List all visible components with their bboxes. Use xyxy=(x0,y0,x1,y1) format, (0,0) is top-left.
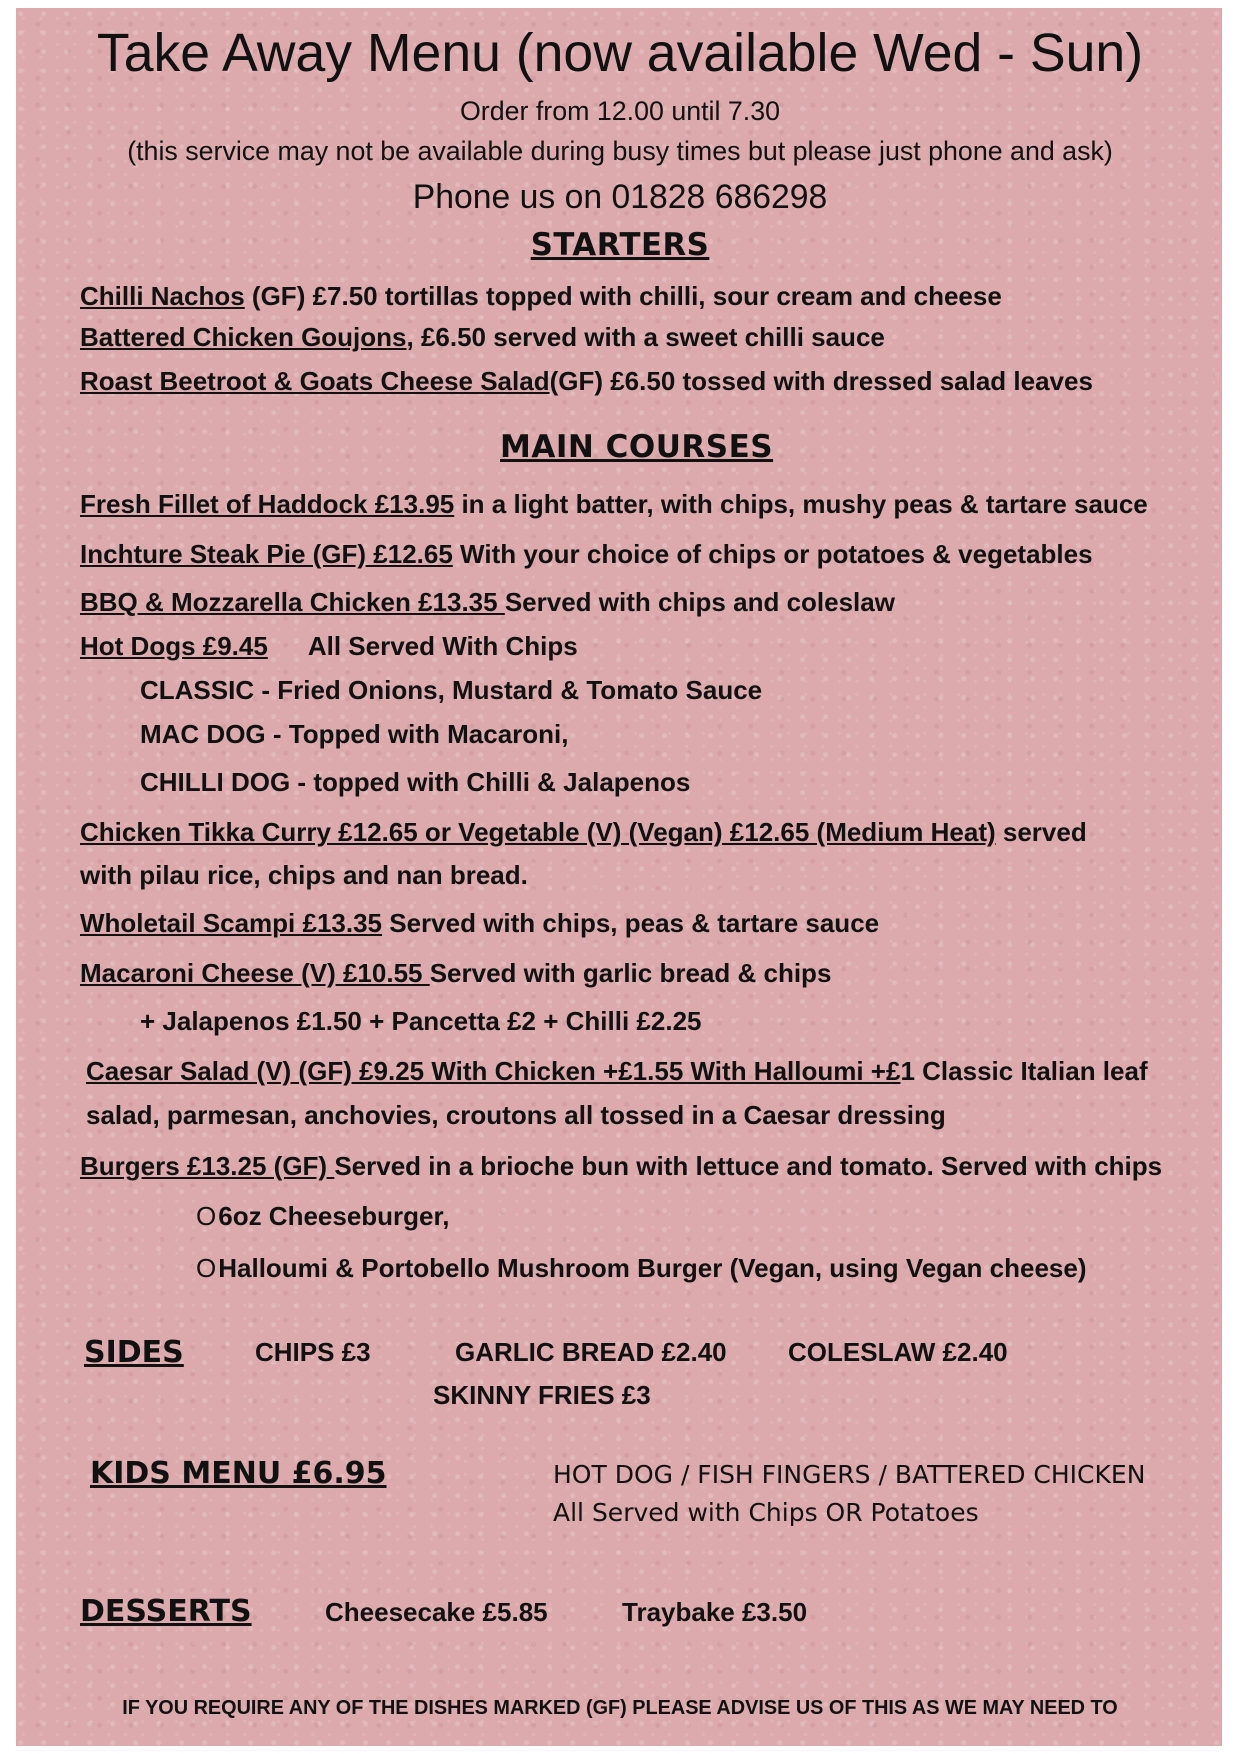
starter-details: , £6.50 served with a sweet chilli sauce xyxy=(406,322,885,352)
burger-option xyxy=(196,1201,449,1232)
main-item-description: 1 Classic Italian leaf xyxy=(900,1056,1148,1086)
main-item-description: All Served With Chips xyxy=(307,631,578,661)
main-item-name: Caesar Salad (V) (GF) £9.25 With Chicken +£1.55 With Halloumi +£ xyxy=(86,1056,901,1086)
side-item: SKINNY FRIES £3 xyxy=(433,1380,651,1410)
main-item-name: Wholetail Scampi £13.35 xyxy=(80,908,383,938)
hot-dog-option: MAC DOG - Topped with Macaroni, xyxy=(140,719,569,749)
burger-option xyxy=(196,1253,1087,1284)
main-item-name: Hot Dogs £9.45 xyxy=(80,631,268,661)
main-item-haddock xyxy=(80,489,1148,520)
main-item-name: Burgers £13.25 (GF) xyxy=(80,1151,335,1181)
main-item-description: served xyxy=(995,817,1087,847)
dessert-item: Cheesecake £5.85 xyxy=(325,1597,548,1627)
starter-name: Roast Beetroot & Goats Cheese Salad xyxy=(80,366,550,396)
desserts-heading: DESSERTS xyxy=(80,1594,252,1629)
order-hours: Order from 12.00 until 7.30 xyxy=(459,96,781,126)
kids-menu-note: All Served with Chips OR Potatoes xyxy=(553,1498,979,1527)
hot-dog-option: CLASSIC - Fried Onions, Mustard & Tomato Sauce xyxy=(140,675,763,705)
starter-name: Battered Chicken Goujons xyxy=(80,322,407,352)
side-item: GARLIC BREAD £2.40 xyxy=(455,1337,727,1367)
main-item-hot-dogs xyxy=(80,631,578,662)
side-item: CHIPS £3 xyxy=(255,1337,371,1367)
main-item-description: Served with chips, peas & tartare sauce xyxy=(382,908,880,938)
service-notice: (this service may not be available during busy times but please just phone and ask) xyxy=(127,136,1113,166)
side-item: COLESLAW £2.40 xyxy=(788,1337,1008,1367)
main-item-name: Macaroni Cheese (V) £10.55 xyxy=(80,958,430,988)
starter-item xyxy=(80,322,885,353)
macaroni-extras: + Jalapenos £1.50 + Pancetta £2 + Chilli £2.25 xyxy=(140,1006,702,1036)
main-item-description: Served in a brioche bun with lettuce and tomato. Served with chips xyxy=(334,1151,1163,1181)
main-item-curry xyxy=(80,817,1087,848)
starter-item xyxy=(80,281,1002,312)
main-item-caesar-salad xyxy=(86,1056,1148,1087)
allergen-notice: IF YOU REQUIRE ANY OF THE DISHES MARKED (GF) PLEASE ADVISE US OF THIS AS WE MAY NEED TO xyxy=(122,1697,1118,1719)
starter-details: (GF) £6.50 tossed with dressed salad leaves xyxy=(549,366,1093,396)
circle-bullet-icon: O xyxy=(196,1253,217,1283)
main-courses-heading: MAIN COURSES xyxy=(500,429,774,465)
main-item-description: With your choice of chips or potatoes & vegetables xyxy=(452,539,1093,569)
main-item-name: Fresh Fillet of Haddock £13.95 xyxy=(80,489,455,519)
main-item-name: Inchture Steak Pie (GF) £12.65 xyxy=(80,539,453,569)
main-item-name: BBQ & Mozzarella Chicken £13.35 xyxy=(80,587,505,617)
main-item-description: in a light batter, with chips, mushy peas & tartare sauce xyxy=(454,489,1148,519)
dessert-item: Traybake £3.50 xyxy=(622,1597,808,1627)
kids-menu-options: HOT DOG / FISH FINGERS / BATTERED CHICKEN xyxy=(553,1460,1146,1489)
sides-heading: SIDES xyxy=(84,1335,184,1370)
starter-item xyxy=(80,366,1093,397)
hot-dog-option: CHILLI DOG - topped with Chilli & Jalapenos xyxy=(140,767,691,797)
main-item-scampi xyxy=(80,908,879,939)
burger-option-label: 6oz Cheeseburger, xyxy=(218,1201,450,1231)
starter-details: (GF) £7.50 tortillas topped with chilli, sour cream and cheese xyxy=(244,281,1002,311)
caesar-description: salad, parmesan, anchovies, croutons all tossed in a Caesar dressing xyxy=(86,1100,946,1130)
starters-heading: STARTERS xyxy=(530,227,710,263)
kids-menu-heading: KIDS MENU £6.95 xyxy=(90,1456,387,1491)
circle-bullet-icon: O xyxy=(196,1201,217,1231)
burger-option-label: Halloumi & Portobello Mushroom Burger (Vegan, using Vegan cheese) xyxy=(218,1253,1087,1283)
starter-name: Chilli Nachos xyxy=(80,281,245,311)
main-item-description: Served with garlic bread & chips xyxy=(429,958,832,988)
main-item-macaroni xyxy=(80,958,831,989)
main-item-description: Served with chips and coleslaw xyxy=(504,587,895,617)
main-item-name: Chicken Tikka Curry £12.65 or Vegetable (V) (Vegan) £12.65 (Medium Heat) xyxy=(80,817,996,847)
main-item-bbq-chicken xyxy=(80,587,895,618)
main-item-burgers xyxy=(80,1151,1162,1182)
main-item-steak-pie xyxy=(80,539,1093,570)
phone-number: Phone us on 01828 686298 xyxy=(412,178,828,216)
curry-description: with pilau rice, chips and nan bread. xyxy=(80,860,528,890)
page-title: Take Away Menu (now available Wed - Sun) xyxy=(96,23,1144,83)
